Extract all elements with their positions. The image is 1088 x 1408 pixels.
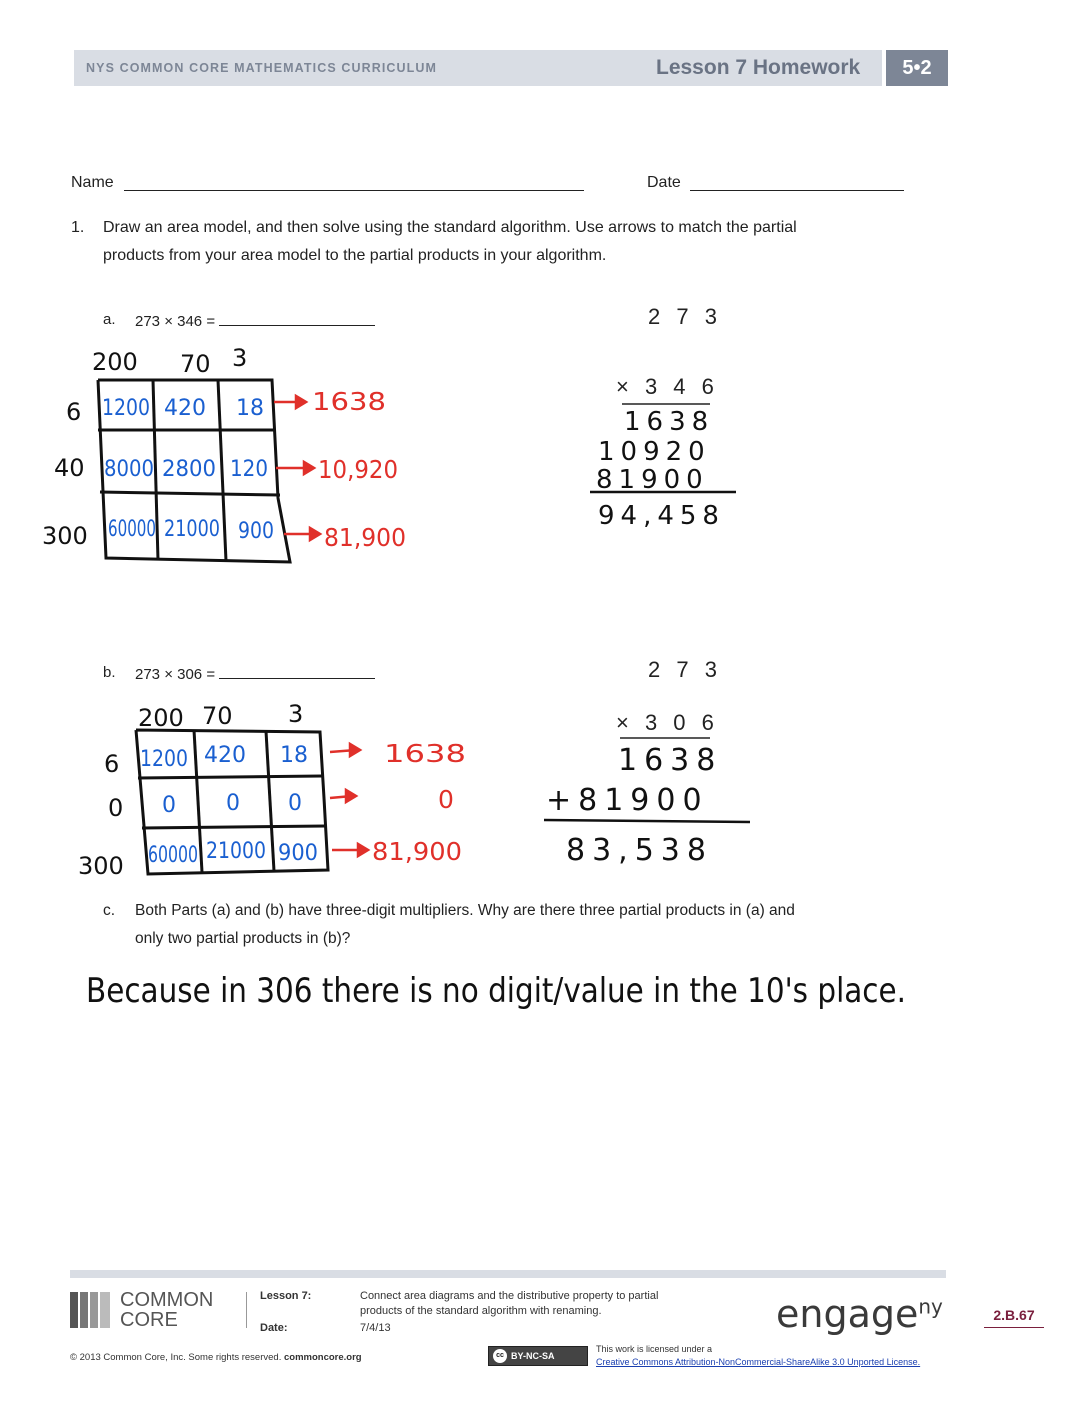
- footer-lesson-desc-2: products of the standard algorithm with renaming.: [360, 1305, 602, 1317]
- part-a-label: a.: [103, 311, 116, 328]
- date-label: Date: [647, 174, 681, 191]
- copyright-text: © 2013 Common Core, Inc. Some rights reserved.: [70, 1352, 282, 1363]
- b-cell-0c: 0: [288, 791, 302, 816]
- engageny-logo: [776, 1292, 943, 1336]
- a-total-81900: 81,900: [324, 523, 406, 552]
- a-partial-1: 1638: [624, 407, 715, 437]
- part-a-expression: [135, 311, 375, 330]
- a-cell-120: 120: [230, 457, 268, 482]
- footer-date-label: Date:: [260, 1322, 288, 1334]
- footer-date-value: 7/4/13: [360, 1322, 391, 1334]
- copyright-site: commoncore.org: [283, 1352, 362, 1363]
- a-side-6: 6: [66, 398, 82, 426]
- b-partial-1: 1638: [618, 743, 723, 778]
- page-number: 2.B.67: [984, 1307, 1044, 1328]
- b-total-81900: 81,900: [372, 837, 462, 866]
- a-cell-420: 420: [164, 396, 206, 421]
- common-core-logo-icon: [70, 1292, 114, 1328]
- part-c-label: c.: [103, 902, 116, 919]
- part-a-answer-field[interactable]: [219, 311, 375, 326]
- b-result: 83,538: [566, 833, 713, 868]
- logo-line1: COMMON: [120, 1289, 214, 1311]
- footer-copyright: [70, 1352, 362, 1363]
- a-side-40: 40: [54, 454, 85, 482]
- a-cell-60000: 60000: [108, 517, 156, 542]
- part-c-answer-text: Because in 306 there is no digit/value in the 10's place.: [86, 971, 906, 1011]
- name-label: Name: [71, 174, 114, 191]
- cc-icon: cc: [493, 1349, 507, 1363]
- footer-bar: [70, 1270, 946, 1278]
- area-model-b: [76, 698, 476, 888]
- cc-license-badge[interactable]: [488, 1346, 588, 1366]
- b-total-1638: 1638: [384, 739, 466, 768]
- b-cell-0a: 0: [162, 793, 176, 818]
- date-field[interactable]: [690, 174, 904, 191]
- b-cell-18: 18: [280, 743, 308, 768]
- b-side-6: 6: [104, 750, 120, 778]
- footer-divider: [246, 1292, 247, 1328]
- area-model-a: [40, 340, 440, 570]
- a-partial-2: 10920: [598, 437, 711, 467]
- b-cell-21000: 21000: [206, 839, 266, 864]
- common-core-wordmark: [120, 1290, 213, 1330]
- engage-text: engage: [776, 1292, 919, 1336]
- part-c-answer: [80, 958, 920, 1018]
- a-partial-3: 81900: [596, 465, 709, 495]
- part-b-expression: [135, 664, 375, 683]
- a-result: 94,458: [598, 501, 725, 531]
- b-cell-420: 420: [204, 743, 246, 768]
- b-side-0: 0: [108, 794, 124, 822]
- part-c-question-line1: Both Parts (a) and (b) have three-digit multipliers. Why are there three partial products in (a) and: [135, 902, 795, 919]
- a-cell-21000: 21000: [164, 517, 220, 542]
- b-top-200: 200: [138, 704, 184, 732]
- b-cell-900: 900: [278, 841, 318, 866]
- a-top-70: 70: [180, 350, 211, 378]
- cc-badge-text: BY-NC-SA: [511, 1351, 555, 1361]
- engage-ny-sup: ny: [918, 1294, 943, 1319]
- part-c-question-line2: only two partial products in (b)?: [135, 930, 351, 947]
- footer-lesson-label: Lesson 7:: [260, 1290, 312, 1302]
- a-top-3: 3: [232, 344, 248, 372]
- a-cell-18: 18: [236, 396, 264, 421]
- b-multiplier: × 3 0 6: [616, 710, 719, 735]
- logo-line2: CORE: [120, 1309, 178, 1331]
- a-cell-8000: 8000: [104, 457, 154, 482]
- a-algorithm-work: [580, 400, 750, 540]
- lesson-title: Lesson 7 Homework: [656, 56, 861, 79]
- b-partial-2: +81900: [546, 783, 709, 818]
- license-link[interactable]: Creative Commons Attribution-NonCommercial-ShareAlike 3.0 Unported License.: [596, 1357, 921, 1367]
- b-cell-1200: 1200: [140, 747, 188, 772]
- name-field[interactable]: [124, 174, 584, 191]
- a-top-200: 200: [92, 348, 138, 376]
- a-multiplier: × 3 4 6: [616, 374, 719, 399]
- part-b-label: b.: [103, 664, 116, 681]
- b-top-70: 70: [202, 702, 233, 730]
- b-arrows: [330, 744, 368, 856]
- instructions-line2: products from your area model to the partial products in your algorithm.: [103, 247, 607, 264]
- instructions-line1: Draw an area model, and then solve using the standard algorithm. Use arrows to match the partial: [103, 219, 797, 236]
- license-line1: This work is licensed under a: [596, 1344, 713, 1354]
- b-cell-60000: 60000: [148, 843, 198, 868]
- a-total-10920: 10,920: [318, 455, 398, 484]
- b-multiplicand: 2 7 3: [648, 657, 722, 682]
- b-side-300: 300: [78, 852, 124, 880]
- a-cell-2800: 2800: [162, 457, 216, 482]
- problem-number: 1.: [71, 219, 85, 236]
- b-top-3: 3: [288, 700, 304, 728]
- b-algorithm-work: [540, 736, 760, 876]
- a-total-1638: 1638: [312, 387, 386, 416]
- a-side-300: 300: [42, 522, 88, 550]
- footer-lesson-desc-1: Connect area diagrams and the distributive property to partial: [360, 1290, 659, 1302]
- b-cell-0b: 0: [226, 791, 240, 816]
- part-b-answer-field[interactable]: [219, 664, 375, 679]
- curriculum-title: NYS COMMON CORE MATHEMATICS CURRICULUM: [86, 61, 438, 75]
- b-total-0: 0: [438, 785, 454, 814]
- a-cell-900: 900: [238, 519, 274, 544]
- part-a-expression-text: 273 × 346 =: [135, 313, 216, 330]
- a-cell-1200: 1200: [102, 396, 150, 421]
- part-b-expression-text: 273 × 306 =: [135, 666, 216, 683]
- a-multiplicand: 2 7 3: [648, 304, 722, 329]
- grade-badge: 5•2: [886, 50, 948, 86]
